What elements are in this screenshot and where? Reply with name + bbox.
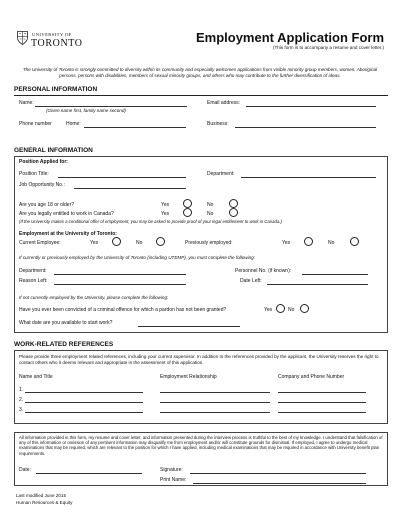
general-heading: GENERAL INFORMATION [14, 147, 93, 154]
print-name-field[interactable] [193, 483, 366, 484]
department-footer: Human Resources & Equity [16, 500, 73, 505]
personnel-number-label: Personnel No. (if known): [235, 268, 292, 274]
legal-no-radio[interactable] [229, 208, 238, 217]
position-title-field[interactable] [58, 177, 186, 178]
reference-2-relationship-field[interactable] [160, 402, 270, 403]
reference-2-name-field[interactable] [25, 402, 143, 403]
university-crest-icon [17, 31, 28, 45]
signature-field[interactable] [190, 473, 366, 474]
uoft-employment-heading: Employment at the University of Toronto: [19, 231, 117, 237]
conviction-no-radio[interactable] [300, 304, 309, 313]
references-intro: Please provide three employment related references, including your current supervisor. In addition to the references provided by the applicant, the University reserves the right to contact others who it deems relevant and appropriate in the assessment of this application. [19, 354, 379, 365]
legal-yes-label: Yes [161, 211, 170, 217]
university-name-small: UNIVERSITY OF [32, 32, 72, 37]
position-title-label: Position Title: [19, 171, 49, 177]
start-date-field[interactable] [138, 326, 240, 327]
page-title: Employment Application Form [195, 30, 384, 45]
date-left-label: Date Left: [240, 278, 262, 284]
personnel-number-field[interactable] [302, 274, 368, 275]
reference-row-2-number: 2. [19, 397, 24, 403]
business-phone-label: Business: [207, 121, 229, 127]
start-date-question: What date are you available to start work? [19, 320, 113, 326]
diversity-statement: The University of Toronto is strongly committed to diversity within its community and especially welcomes applications from visible minority group members, women, Aboriginal persons, persons with disabilities, members of sexual minority groups, and others who may contribute to the further diversification of ideas. [22, 67, 378, 78]
reference-row-1-number: 1. [19, 387, 24, 393]
previously-employed-label: Previously employed: [185, 240, 233, 246]
personal-heading: PERSONAL INFORMATION [14, 86, 98, 93]
email-label: Email address: [207, 100, 241, 106]
date-field[interactable] [36, 473, 142, 474]
legal-work-question: Are you legally entitled to work in Canada? [19, 211, 114, 217]
name-hint: (Given name first, family name second) [46, 108, 126, 113]
conviction-no-label: No [288, 307, 295, 313]
col-relationship: Employment Relationship [160, 374, 217, 380]
last-modified: Last modified June 2015 [16, 493, 67, 498]
current-no-label: No [136, 240, 143, 246]
previous-yes-radio[interactable] [304, 237, 313, 246]
reference-1-relationship-field[interactable] [160, 392, 270, 393]
age-no-label: No [207, 202, 214, 208]
reference-1-name-field[interactable] [25, 392, 143, 393]
department-field[interactable] [241, 177, 376, 178]
legal-yes-radio[interactable] [183, 208, 192, 217]
page-subtitle: (This form is to accompany a resume and cover letter.) [272, 45, 384, 50]
job-opportunity-field[interactable] [74, 188, 186, 189]
col-company-phone: Company and Phone Number [278, 374, 345, 380]
reference-row-3-number: 3. [19, 407, 24, 413]
uoft-department-label: Department: [19, 268, 47, 274]
uoft-department-field[interactable] [54, 274, 186, 275]
phone-number-label: Phone number [19, 121, 52, 127]
age-yes-radio[interactable] [183, 199, 192, 208]
previous-no-label: No [328, 240, 335, 246]
legal-work-note: (If the University makes a conditional offer of employment, you may be asked to provide proof of your legal entitlement to work in Canada.) [19, 219, 282, 224]
date-left-field[interactable] [267, 284, 368, 285]
conviction-yes-radio[interactable] [276, 304, 285, 313]
personal-divider [14, 95, 388, 96]
references-heading: WORK-RELATED REFERENCES [14, 341, 114, 348]
email-field[interactable] [246, 106, 376, 107]
university-name-large: TORONTO [31, 38, 83, 49]
name-label: Name: [19, 100, 34, 106]
home-phone-label: Home: [66, 121, 81, 127]
business-phone-field[interactable] [235, 127, 376, 128]
reason-left-label: Reason Left: [19, 278, 48, 284]
name-field[interactable] [35, 106, 187, 107]
age-no-radio[interactable] [229, 199, 238, 208]
legal-no-label: No [207, 211, 214, 217]
employment-details-note: If currently or previously employed by the University of Toronto (including UTEMP), you must complete the following: [19, 255, 255, 260]
print-name-label: Print Name: [160, 477, 187, 483]
age-yes-label: Yes [161, 202, 170, 208]
not-employed-note: If not currently employed by the University, please complete the following: [19, 295, 169, 300]
job-opportunity-label: Job Opportunity No.: [19, 182, 65, 188]
current-no-radio[interactable] [156, 237, 165, 246]
previous-yes-label: Yes [282, 240, 291, 246]
conviction-yes-label: Yes [264, 307, 273, 313]
reason-left-field[interactable] [54, 284, 186, 285]
position-applied-label: Position Applied for: [19, 159, 68, 165]
department-label: Department: [207, 171, 235, 177]
date-label: Date: [19, 467, 31, 473]
conviction-question: Have you ever been convicted of a criminal offence for which a pardon has not been granted? [19, 307, 227, 313]
previous-no-radio[interactable] [350, 237, 359, 246]
current-employee-label: Current Employee: [19, 240, 61, 246]
reference-1-company-field[interactable] [278, 392, 366, 393]
declaration-text: All information provided in this form, my resume and cover letter, and information presented during the interview process is truthful to the best of my knowledge. I understand that falsification of any of this information or omission of any pertinent information may disqualify me from employment and/or will constitute grounds for dismissal. If employed, I agree to undergo medical examinations that may be required, which are relevant to the position for which I have applied, including medical examinations that may be required in accordance with University benefit plan requirements. [19, 435, 383, 456]
reference-3-company-field[interactable] [278, 412, 366, 413]
reference-3-name-field[interactable] [25, 412, 143, 413]
col-name-title: Name and Title [19, 374, 53, 380]
age-question: Are you age 18 or older? [19, 202, 75, 208]
current-yes-label: Yes [90, 240, 99, 246]
reference-2-company-field[interactable] [278, 402, 366, 403]
home-phone-field[interactable] [84, 127, 186, 128]
current-yes-radio[interactable] [112, 237, 121, 246]
reference-3-relationship-field[interactable] [160, 412, 270, 413]
signature-label: Signature: [160, 467, 183, 473]
